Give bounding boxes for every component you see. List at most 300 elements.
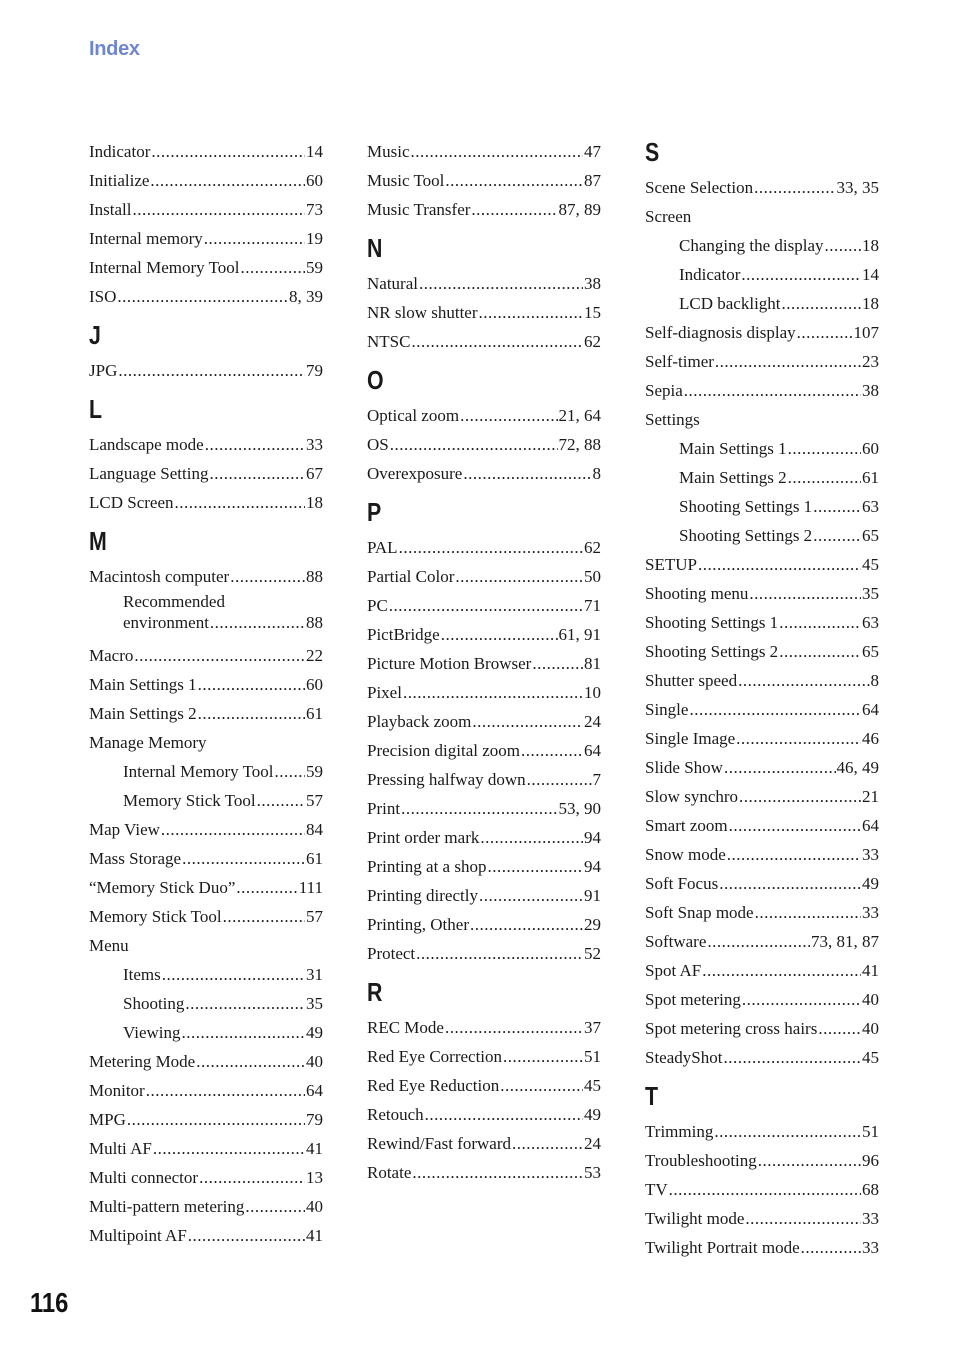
entry-term: NTSC xyxy=(367,332,411,351)
leader-dots xyxy=(175,488,305,517)
entry-term: Initialize xyxy=(89,171,150,190)
leader-dots xyxy=(503,1042,583,1071)
index-entry[interactable] xyxy=(89,699,323,728)
entry-page: 46 xyxy=(862,729,879,748)
entry-term: Picture Motion Browser xyxy=(367,654,532,673)
entry-page: 79 xyxy=(306,361,323,380)
entry-page: 71 xyxy=(584,596,601,615)
index-entry[interactable] xyxy=(89,1221,323,1250)
index-entry[interactable] xyxy=(367,736,601,765)
index-entry[interactable] xyxy=(89,728,323,757)
index-entry[interactable] xyxy=(645,260,879,289)
index-entry[interactable] xyxy=(89,224,323,253)
entry-page: 57 xyxy=(306,907,323,926)
entry-list xyxy=(89,641,323,1250)
index-entry[interactable] xyxy=(89,1163,323,1192)
entry-page: 52 xyxy=(584,944,601,963)
entry-page: 18 xyxy=(862,294,879,313)
index-entry[interactable] xyxy=(89,1076,323,1105)
leader-dots xyxy=(754,173,835,202)
index-entry[interactable] xyxy=(89,459,323,488)
entry-page: 63 xyxy=(862,613,879,632)
entry-term: Menu xyxy=(89,936,129,955)
leader-dots xyxy=(788,463,861,492)
index-entry[interactable] xyxy=(645,1233,879,1262)
leader-dots xyxy=(411,327,583,356)
entry-page: 40 xyxy=(306,1052,323,1071)
entry-term: Spot AF xyxy=(645,961,702,980)
entry-term: Monitor xyxy=(89,1081,145,1100)
entry-term: Changing the display xyxy=(679,236,824,255)
leader-dots xyxy=(521,736,583,765)
entry-page: 49 xyxy=(306,1023,323,1042)
index-entry[interactable] xyxy=(367,910,601,939)
entry-page: 41 xyxy=(862,961,879,980)
index-entry[interactable] xyxy=(367,459,601,488)
index-entry[interactable] xyxy=(89,641,323,670)
entry-term: Soft Focus xyxy=(645,874,719,893)
leader-dots xyxy=(411,137,584,166)
entry-term: Macintosh computer xyxy=(89,567,230,586)
entry-page: 33 xyxy=(862,1238,879,1257)
index-entry[interactable] xyxy=(89,253,323,282)
leader-dots xyxy=(779,608,861,637)
index-entry[interactable] xyxy=(645,840,879,869)
index-entry[interactable] xyxy=(89,1192,323,1221)
index-entry[interactable] xyxy=(367,1129,601,1158)
leader-dots xyxy=(788,434,861,463)
index-entry[interactable] xyxy=(645,782,879,811)
entry-term-line1: Recommended xyxy=(123,592,225,611)
leader-dots xyxy=(401,794,557,823)
entry-page: 10 xyxy=(584,683,601,702)
entry-term: Multipoint AF xyxy=(89,1226,187,1245)
index-entry[interactable] xyxy=(645,1204,879,1233)
index-entry[interactable] xyxy=(645,1117,879,1146)
entry-term: Macro xyxy=(89,646,134,665)
entry-term: Memory Stick Tool xyxy=(89,907,222,926)
index-entry[interactable] xyxy=(89,960,323,989)
entry-term: SteadyShot xyxy=(645,1048,723,1067)
entry-term: Snow mode xyxy=(645,845,726,864)
entry-term: OS xyxy=(367,435,389,454)
entry-page: 87 xyxy=(584,171,601,190)
leader-dots xyxy=(824,231,861,260)
entry-term: SETUP xyxy=(645,555,697,574)
entry-page: 15 xyxy=(584,303,601,322)
entry-term: Shooting Settings 1 xyxy=(679,497,813,516)
leader-dots xyxy=(669,1175,861,1204)
entry-term: Rotate xyxy=(367,1163,412,1182)
entry-page: 63 xyxy=(862,497,879,516)
entry-term: Retouch xyxy=(367,1105,424,1124)
entry-list xyxy=(89,356,323,385)
index-entry[interactable] xyxy=(367,327,601,356)
index-entry[interactable] xyxy=(367,533,601,562)
entry-term-line2: environment xyxy=(123,613,209,632)
index-entry[interactable] xyxy=(645,231,879,260)
leader-dots xyxy=(715,347,861,376)
index-entry[interactable] xyxy=(645,521,879,550)
index-entry[interactable] xyxy=(367,765,601,794)
entry-term: Memory Stick Tool xyxy=(123,791,256,810)
entry-page: 64 xyxy=(584,741,601,760)
index-entry[interactable] xyxy=(367,430,601,459)
leader-dots xyxy=(500,1071,583,1100)
entry-term: Single xyxy=(645,700,689,719)
entry-page: 62 xyxy=(584,332,601,351)
index-entry[interactable] xyxy=(367,1100,601,1129)
entry-term: Sepia xyxy=(645,381,683,400)
entry-term: PAL xyxy=(367,538,398,557)
section-letter-l: L xyxy=(89,394,103,424)
entry-term: Manage Memory xyxy=(89,733,207,752)
index-entry[interactable] xyxy=(645,608,879,637)
index-entry[interactable] xyxy=(645,869,879,898)
index-entry[interactable] xyxy=(367,298,601,327)
index-entry[interactable] xyxy=(645,753,879,782)
entry-term: Printing at a shop xyxy=(367,857,487,876)
entry-page: 41 xyxy=(306,1226,323,1245)
index-entry[interactable] xyxy=(645,898,879,927)
index-entry[interactable] xyxy=(89,195,323,224)
entry-page: 33 xyxy=(862,1209,879,1228)
section-letter-m: M xyxy=(89,526,107,556)
entry-page: 68 xyxy=(862,1180,879,1199)
leader-dots xyxy=(245,1192,305,1221)
entry-page: 31 xyxy=(306,965,323,984)
leader-dots xyxy=(801,1233,861,1262)
entry-page: 8, 39 xyxy=(289,287,323,306)
entry-term: Music Transfer xyxy=(367,200,471,219)
entry-page: 87, 89 xyxy=(558,200,601,219)
index-entry[interactable] xyxy=(367,649,601,678)
entry-page: 38 xyxy=(584,274,601,293)
index-entry[interactable] xyxy=(367,678,601,707)
entry-term: Indicator xyxy=(89,142,151,161)
entry-page: 60 xyxy=(306,171,323,190)
index-entry[interactable] xyxy=(89,844,323,873)
index-entry[interactable] xyxy=(645,1146,879,1175)
index-entry[interactable] xyxy=(367,1071,601,1100)
entry-page: 49 xyxy=(584,1105,601,1124)
leader-dots xyxy=(779,637,861,666)
index-entry[interactable] xyxy=(89,356,323,385)
entry-term: PC xyxy=(367,596,388,615)
section-letter-p: P xyxy=(367,497,382,527)
entry-page: 94 xyxy=(584,828,601,847)
entry-term: Spot metering cross hairs xyxy=(645,1019,818,1038)
entry-page: 107 xyxy=(853,323,879,342)
index-entry[interactable] xyxy=(367,620,601,649)
entry-term: JPG xyxy=(89,361,118,380)
entry-page: 60 xyxy=(862,439,879,458)
index-entry[interactable] xyxy=(89,488,323,517)
leader-dots xyxy=(813,492,861,521)
index-entry[interactable] xyxy=(367,269,601,298)
entry-page: 88 xyxy=(306,567,323,586)
entry-term: Map View xyxy=(89,820,160,839)
leader-dots xyxy=(782,289,861,318)
index-entry[interactable] xyxy=(645,695,879,724)
index-entry[interactable] xyxy=(367,1013,601,1042)
index-entry[interactable] xyxy=(367,823,601,852)
index-entry[interactable] xyxy=(89,282,323,311)
index-entry[interactable] xyxy=(89,591,323,641)
leader-dots xyxy=(684,376,861,405)
leader-dots xyxy=(460,401,557,430)
leader-dots xyxy=(738,666,869,695)
index-entry[interactable] xyxy=(367,707,601,736)
index-entry[interactable] xyxy=(89,931,323,960)
entry-term: Scene Selection xyxy=(645,178,754,197)
entry-page: 65 xyxy=(862,526,879,545)
index-entry[interactable] xyxy=(89,1134,323,1163)
entry-page: 24 xyxy=(584,712,601,731)
entry-term: Slide Show xyxy=(645,758,723,777)
entry-page: 61 xyxy=(306,849,323,868)
section-letter-s: S xyxy=(645,137,660,167)
entry-term: Spot metering xyxy=(645,990,741,1009)
entry-list xyxy=(367,269,601,356)
entry-term: Internal memory xyxy=(89,229,203,248)
entry-term: PictBridge xyxy=(367,625,440,644)
entry-term: Printing, Other xyxy=(367,915,469,934)
section-letter-t: T xyxy=(645,1081,659,1111)
entry-page: 45 xyxy=(584,1076,601,1095)
leader-dots xyxy=(741,260,861,289)
entry-page: 18 xyxy=(862,236,879,255)
index-entry[interactable] xyxy=(645,550,879,579)
entry-term: Slow synchro xyxy=(645,787,739,806)
leader-dots xyxy=(118,356,305,385)
entry-page: 65 xyxy=(862,642,879,661)
entry-term: Language Setting xyxy=(89,464,209,483)
index-entry[interactable] xyxy=(367,881,601,910)
index-entry[interactable] xyxy=(89,166,323,195)
index-entry[interactable] xyxy=(367,1042,601,1071)
leader-dots xyxy=(527,765,592,794)
entry-page: 21, 64 xyxy=(558,406,601,425)
index-entry[interactable] xyxy=(89,1047,323,1076)
index-entry[interactable] xyxy=(367,166,601,195)
index-entry[interactable] xyxy=(645,1043,879,1072)
entry-page: 13 xyxy=(306,1168,323,1187)
entry-term: NR slow shutter xyxy=(367,303,478,322)
entry-page: 35 xyxy=(306,994,323,1013)
leader-dots xyxy=(749,579,861,608)
entry-term: Music Tool xyxy=(367,171,445,190)
leader-dots xyxy=(403,678,583,707)
entry-list xyxy=(367,137,601,224)
index-entry[interactable] xyxy=(645,463,879,492)
entry-term: MPG xyxy=(89,1110,126,1129)
entry-term: Single Image xyxy=(645,729,736,748)
index-entry[interactable] xyxy=(89,562,323,591)
entry-page: 111 xyxy=(298,878,323,897)
entry-term: Twilight mode xyxy=(645,1209,745,1228)
entry-page: 22 xyxy=(306,646,323,665)
index-entry[interactable] xyxy=(89,902,323,931)
index-entry[interactable] xyxy=(645,637,879,666)
entry-term: Twilight Portrait mode xyxy=(645,1238,800,1257)
entry-page: 59 xyxy=(306,762,323,781)
index-entry[interactable] xyxy=(645,434,879,463)
index-entry[interactable] xyxy=(89,137,323,166)
entry-page: 14 xyxy=(862,265,879,284)
entry-term: Shooting menu xyxy=(645,584,749,603)
entry-page: 51 xyxy=(862,1122,879,1141)
index-entry[interactable] xyxy=(645,927,879,956)
entry-page: 50 xyxy=(584,567,601,586)
entry-page: 46, 49 xyxy=(836,758,879,777)
index-entry[interactable] xyxy=(645,666,879,695)
index-entry[interactable] xyxy=(645,724,879,753)
index-entry[interactable] xyxy=(89,989,323,1018)
leader-dots xyxy=(480,823,583,852)
entry-term: Metering Mode xyxy=(89,1052,196,1071)
leader-dots xyxy=(182,844,305,873)
leader-dots xyxy=(755,898,861,927)
index-entry[interactable] xyxy=(89,815,323,844)
entry-term: Screen xyxy=(645,207,692,226)
leader-dots xyxy=(205,430,305,459)
entry-term: Items xyxy=(123,965,161,984)
index-entry[interactable] xyxy=(89,670,323,699)
entry-page: 64 xyxy=(862,700,879,719)
leader-dots xyxy=(512,1129,583,1158)
entry-term: Landscape mode xyxy=(89,435,204,454)
section-letter-n: N xyxy=(367,233,383,263)
entry-page: 73, 81, 87 xyxy=(811,932,879,951)
entry-term: Shooting Settings 1 xyxy=(645,613,779,632)
entry-term: Rewind/Fast forward xyxy=(367,1134,512,1153)
index-entry[interactable] xyxy=(645,173,879,202)
index-entry[interactable] xyxy=(367,939,601,968)
leader-dots xyxy=(236,873,297,902)
entry-list xyxy=(89,137,323,311)
entry-term: Main Settings 2 xyxy=(679,468,787,487)
index-entry[interactable] xyxy=(367,401,601,430)
entry-page: 94 xyxy=(584,857,601,876)
leader-dots xyxy=(230,562,305,591)
index-entry[interactable] xyxy=(89,786,323,815)
leader-dots xyxy=(445,1013,583,1042)
index-entry[interactable] xyxy=(367,1158,601,1187)
entry-list xyxy=(645,1117,879,1262)
entry-term: Shutter speed xyxy=(645,671,738,690)
index-entry[interactable] xyxy=(367,562,601,591)
leader-dots xyxy=(723,1043,861,1072)
section-letter-o: O xyxy=(367,365,384,395)
entry-page: 40 xyxy=(862,1019,879,1038)
leader-dots xyxy=(472,707,583,736)
index-entry[interactable] xyxy=(367,195,601,224)
entry-page: 61, 91 xyxy=(558,625,601,644)
index-entry[interactable] xyxy=(367,591,601,620)
index-entry[interactable] xyxy=(89,1105,323,1134)
entry-page: 96 xyxy=(862,1151,879,1170)
entry-term: Mass Storage xyxy=(89,849,182,868)
entry-term: Soft Snap mode xyxy=(645,903,754,922)
leader-dots xyxy=(758,1146,861,1175)
index-entry[interactable] xyxy=(645,289,879,318)
entry-list xyxy=(367,1013,601,1187)
leader-dots xyxy=(210,612,305,633)
entry-page: 88 xyxy=(306,613,323,632)
entry-page: 41 xyxy=(306,1139,323,1158)
index-entry[interactable] xyxy=(367,852,601,881)
entry-term: Precision digital zoom xyxy=(367,741,520,760)
leader-dots xyxy=(470,910,583,939)
leader-dots xyxy=(209,459,305,488)
entry-page: 29 xyxy=(584,915,601,934)
leader-dots xyxy=(714,1117,861,1146)
entry-page: 91 xyxy=(584,886,601,905)
entry-page: 84 xyxy=(306,820,323,839)
leader-dots xyxy=(162,960,305,989)
entry-page: 72, 88 xyxy=(558,435,601,454)
leader-dots xyxy=(471,195,557,224)
entry-term: Main Settings 2 xyxy=(89,704,197,723)
index-entry[interactable] xyxy=(645,202,879,231)
leader-dots xyxy=(161,815,305,844)
entry-page: 8 xyxy=(592,464,601,483)
entry-page: 49 xyxy=(862,874,879,893)
entry-term: Shooting Settings 2 xyxy=(679,526,813,545)
leader-dots xyxy=(719,869,861,898)
index-entry[interactable] xyxy=(645,376,879,405)
index-entry[interactable] xyxy=(645,811,879,840)
entry-page: 8 xyxy=(870,671,879,690)
leader-dots xyxy=(275,757,305,786)
leader-dots xyxy=(257,786,305,815)
entry-term: Software xyxy=(645,932,707,951)
entry-page: 33, 35 xyxy=(836,178,879,197)
leader-dots xyxy=(455,562,583,591)
index-entry[interactable] xyxy=(645,492,879,521)
index-entry[interactable] xyxy=(645,405,879,434)
entry-term: Pressing halfway down xyxy=(367,770,526,789)
index-entry[interactable] xyxy=(89,757,323,786)
leader-dots xyxy=(134,641,305,670)
index-entry[interactable] xyxy=(89,430,323,459)
index-entry[interactable] xyxy=(645,985,879,1014)
entry-term: Red Eye Reduction xyxy=(367,1076,500,1095)
leader-dots xyxy=(727,840,861,869)
entry-page: 33 xyxy=(862,845,879,864)
leader-dots xyxy=(479,298,584,327)
entry-page: 40 xyxy=(862,990,879,1009)
leader-dots xyxy=(182,1018,305,1047)
index-entry[interactable] xyxy=(89,873,323,902)
index-entry[interactable] xyxy=(645,956,879,985)
entry-term: Partial Color xyxy=(367,567,455,586)
leader-dots xyxy=(532,649,583,678)
index-entry[interactable] xyxy=(367,794,601,823)
index-entry[interactable] xyxy=(645,1014,879,1043)
index-entry[interactable] xyxy=(89,1018,323,1047)
entry-term: LCD backlight xyxy=(679,294,781,313)
index-entry[interactable] xyxy=(645,347,879,376)
leader-dots xyxy=(797,318,853,347)
entry-page: 35 xyxy=(862,584,879,603)
index-entry[interactable] xyxy=(645,579,879,608)
index-entry[interactable] xyxy=(367,137,601,166)
index-entry[interactable] xyxy=(645,318,879,347)
entry-page: 47 xyxy=(584,142,601,161)
index-entry[interactable] xyxy=(645,1175,879,1204)
